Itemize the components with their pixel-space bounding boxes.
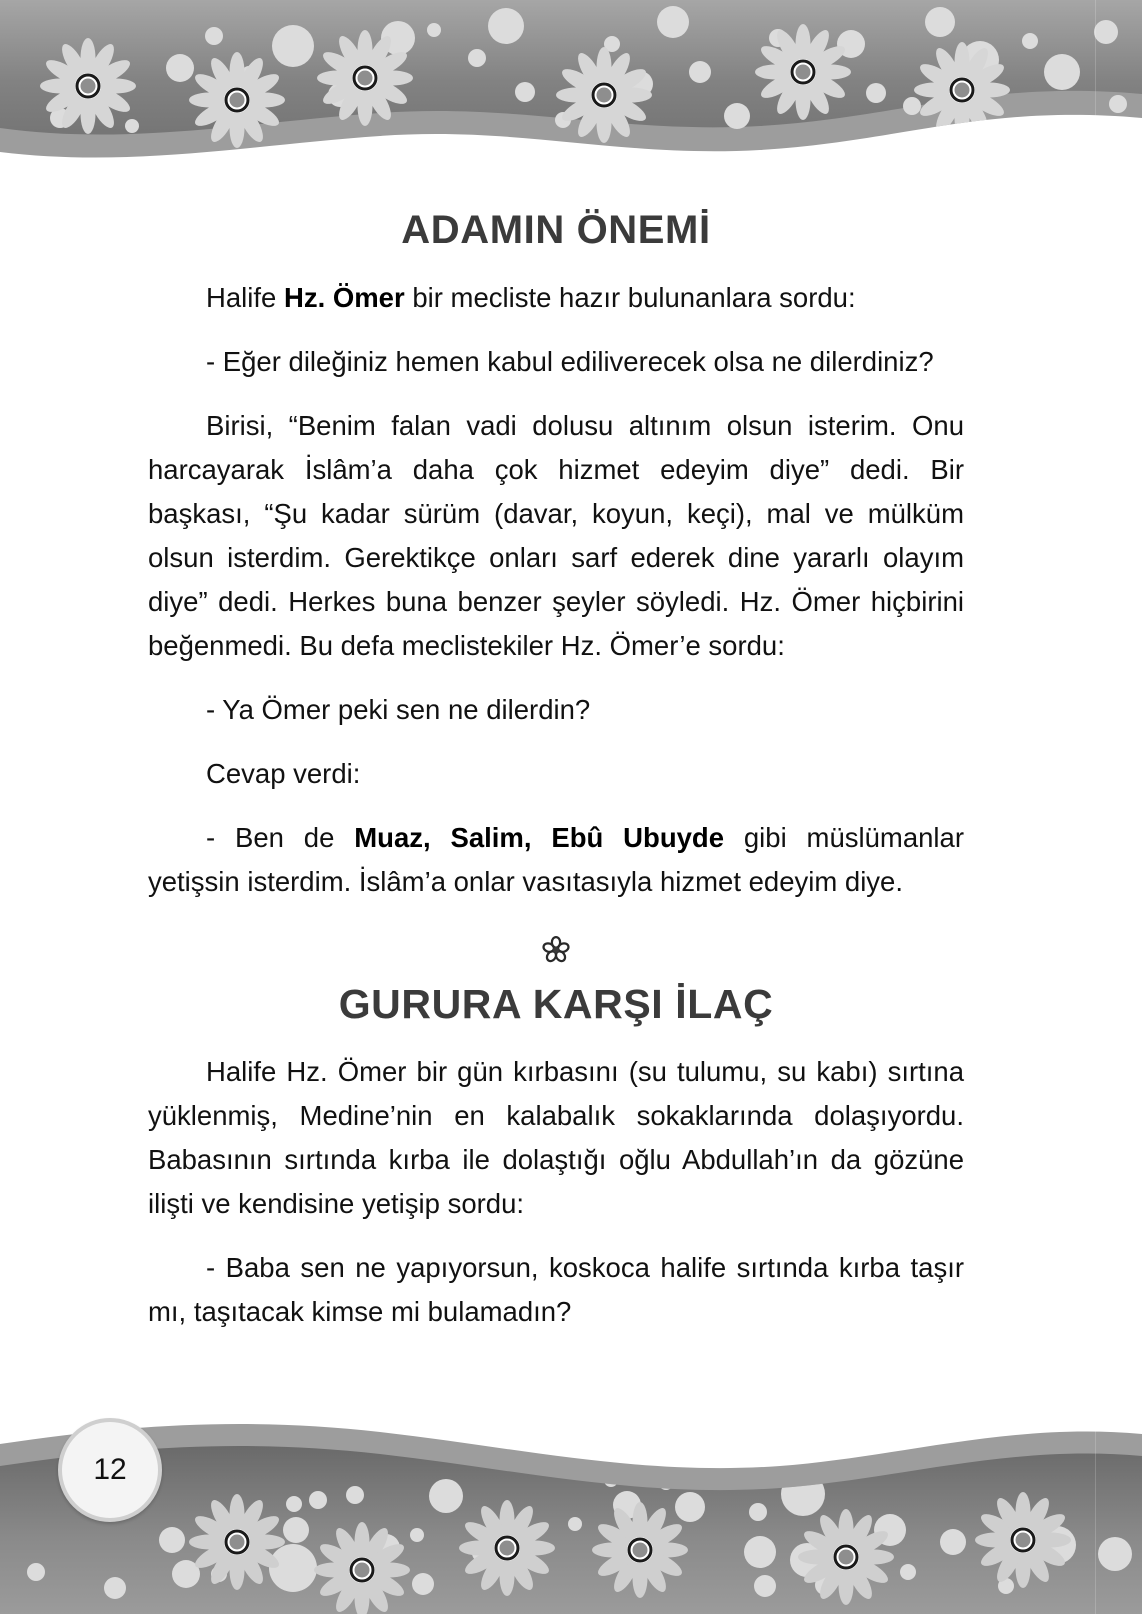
- text-run: Halife Hz. Ömer bir gün kırbasını (su tulumu, su kabı) sırtına yüklenmiş, Medine’nin en kalabalık sokaklarında dolaşıyordu. Babasının sırtında kırba ile dolaştığı oğlu Abdullah’ın da gözüne ilişti ve kendisine yetişip sordu:: [148, 1056, 964, 1219]
- text-run: - Ya Ömer peki sen ne dilerdin?: [206, 694, 591, 725]
- paragraph: [148, 688, 964, 732]
- page-edge-seam: [1095, 0, 1096, 1614]
- section-divider: [148, 930, 964, 970]
- text-run: bir mecliste hazır bulunanlara sordu:: [404, 282, 856, 313]
- text-run: - Eğer dileğiniz hemen kabul ediliverecek olsa ne dilerdiniz?: [206, 346, 934, 377]
- paragraph: [148, 404, 964, 668]
- text-run: Halife: [206, 282, 284, 313]
- paragraph: [148, 340, 964, 384]
- text-run: - Baba sen ne yapıyorsun, koskoca halife sırtında kırba taşır mı, taşıtacak kimse mi bulamadın?: [148, 1252, 964, 1327]
- page-title: ADAMIN ÖNEMİ: [401, 208, 711, 252]
- footer-decoration-band: [0, 1382, 1142, 1614]
- paragraph: [148, 1246, 964, 1334]
- page-number-badge: [58, 1418, 162, 1522]
- paragraph: [148, 816, 964, 904]
- paragraph: [148, 752, 964, 796]
- header-decoration-band: [0, 0, 1142, 182]
- paragraph: [148, 1050, 964, 1226]
- text-run: - Ben de: [206, 822, 355, 853]
- page-content: [148, 206, 964, 1334]
- text-run: Birisi, “Benim falan vadi dolusu altınım olsun isterim. Onu harcayarak İslâm’a daha çok hizmet edeyim diye” dedi. Bir başkası, “Şu kadar sürüm (davar, koyun, keçi), mal ve mülküm olsun isterdim. Gerektikçe onları sarf ederek dine yararlı olayım diye” dedi. Herkes buna benzer şeyler söyledi. Hz. Ömer hiçbirini beğenmedi. Bu defa meclistekiler Hz. Ömer’e sordu:: [148, 410, 964, 661]
- text-run-bold: Muaz, Salim, Ebû Ubuyde: [354, 822, 725, 853]
- flower-icon: [541, 935, 571, 965]
- text-run: gibi müslümanlar yetişsin isterdim. İslâm’a onlar vasıtasıyla hizmet edeyim diye.: [148, 822, 964, 897]
- paragraph: [148, 276, 964, 320]
- text-run: Cevap verdi:: [206, 758, 361, 789]
- text-run-bold: Hz. Ömer: [283, 282, 405, 313]
- page-number-label: 12: [93, 1453, 127, 1486]
- page-title-secondary: GURURA KARŞI İLAÇ: [338, 981, 774, 1027]
